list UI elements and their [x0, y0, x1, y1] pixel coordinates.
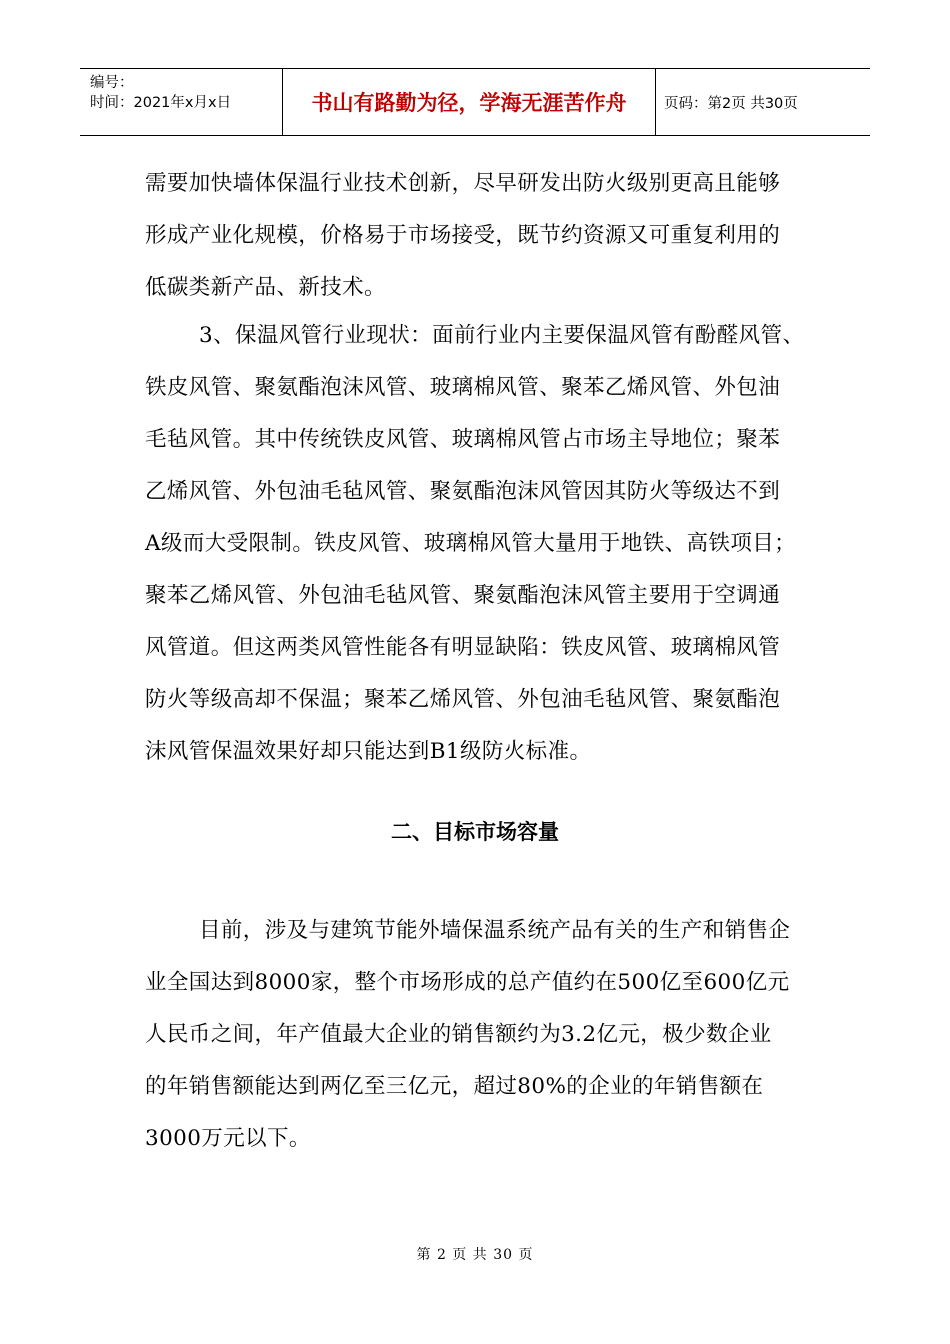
text-line: 目前，涉及与建筑节能外墙保温系统产品有关的生产和销售企 [199, 918, 791, 943]
text-line: 铁皮风管、聚氨酯泡沫风管、玻璃棉风管、聚苯乙烯风管、外包油 [145, 375, 781, 400]
header-meta-cell [80, 69, 283, 135]
paragraph-1 [145, 158, 810, 314]
text-line: 防火等级高却不保温；聚苯乙烯风管、外包油毛毡风管、聚氨酯泡 [145, 687, 781, 712]
header-motto: 书山有路勤为径，学海无涯苦作舟 [283, 69, 656, 135]
text-line: 3000万元以下。 [145, 1126, 311, 1151]
text-line: 需要加快墙体保温行业技术创新，尽早研发出防火级别更高且能够 [145, 171, 781, 196]
section-title: 二、目标市场容量 [391, 820, 559, 844]
text-line: A级而大受限制。铁皮风管、玻璃棉风管大量用于地铁、高铁项目； [145, 531, 797, 556]
document-date: 时间：2021年x月x日 [90, 95, 232, 111]
text-line: 沫风管保温效果好却只能达到B1级防火标准。 [145, 739, 592, 764]
text-line: 聚苯乙烯风管、外包油毛毡风管、聚氨酯泡沫风管主要用于空调通 [145, 583, 781, 608]
text-line: 风管道。但这两类风管性能各有明显缺陷：铁皮风管、玻璃棉风管 [145, 635, 781, 660]
text-line: 乙烯风管、外包油毛毡风管、聚氨酯泡沫风管因其防火等级达不到 [145, 479, 781, 504]
paragraph-3 [145, 905, 810, 1165]
page-footer: 第 2 页 共 30 页 [416, 1247, 534, 1263]
text-line: 低碳类新产品、新技术。 [145, 275, 386, 300]
text-line: 人民币之间，年产值最大企业的销售额约为3.2亿元，极少数企业 [145, 1022, 772, 1047]
header-page-info: 页码：第2页 共30页 [664, 95, 798, 112]
text-line: 业全国达到8000家，整个市场形成的总产值约在500亿至600亿元 [145, 970, 790, 995]
header-table [80, 68, 870, 136]
text-line: 形成产业化规模，价格易于市场接受，既节约资源又可重复利用的 [145, 223, 781, 248]
text-line: 毛毡风管。其中传统铁皮风管、玻璃棉风管占市场主导地位；聚苯 [145, 427, 781, 452]
text-line: 的年销售额能达到两亿至三亿元，超过80%的企业的年销售额在 [145, 1074, 764, 1099]
paragraph-2 [145, 310, 810, 778]
document-number-label: 编号： [90, 75, 134, 91]
text-line: 3、保温风管行业现状：面前行业内主要保温风管有酚醛风管、 [199, 323, 805, 348]
